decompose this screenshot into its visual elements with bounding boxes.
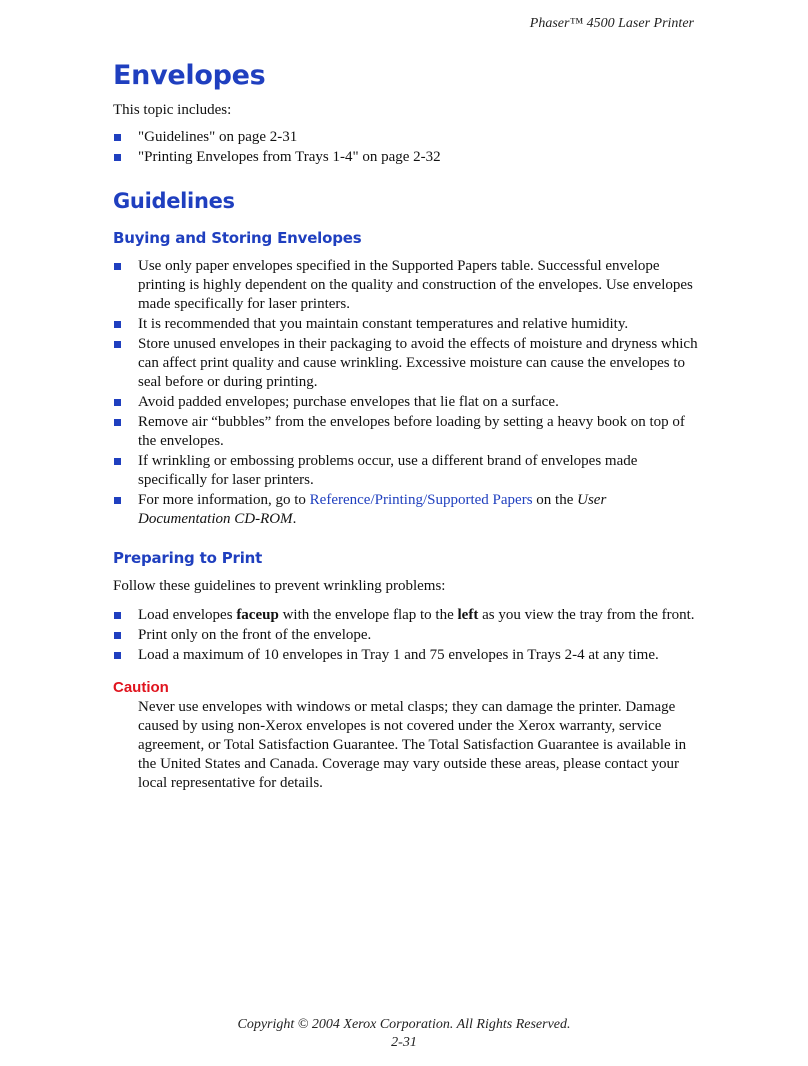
square-bullet-icon [114,632,121,639]
page-content [113,60,698,793]
running-header: Phaser™ 4500 Laser Printer [529,16,694,31]
list-item: Use only paper envelopes specified in the Supported Papers table. Successful envelope printing is highly dependent on the quality and construction of the envelopes. Use envelopes made specifically for laser printers. [113,257,698,314]
square-bullet-icon [114,612,121,619]
list-item: It is recommended that you maintain constant temperatures and relative humidity. [113,315,698,334]
page-number: 2-31 [391,1035,417,1050]
caution-label: Caution [113,679,169,696]
link-supported-papers[interactable]: Supported Papers [427,492,533,508]
square-bullet-icon [114,263,121,270]
topic-list-item[interactable]: "Guidelines" on page 2-31 [113,128,698,147]
list-item: Print only on the front of the envelope. [113,626,698,645]
topic-list [113,128,698,167]
link-reference[interactable]: Reference [309,492,371,508]
page-footer [0,1016,808,1052]
list-item: Avoid padded envelopes; purchase envelopes that lie flat on a surface. [113,393,698,412]
square-bullet-icon [114,154,121,161]
list-item: If wrinkling or embossing problems occur, use a different brand of envelopes made specifically for laser printers. [113,452,698,490]
square-bullet-icon [114,497,121,504]
section-heading-guidelines: Guidelines [113,189,235,213]
intro-text: This topic includes: [113,102,232,118]
caution-text: Never use envelopes with windows or metal clasps; they can damage the printer. Damage caused by using non-Xerox envelopes is not covered under the Xerox warranty, service agreement, or Total Satisfaction Guarantee. The Total Satisfaction Guarantee is available in the United States and Canada. Coverage may vary outside these areas, please contact your local representative for details. [138,699,687,791]
link-printing[interactable]: Printing [374,492,423,508]
copyright-text: Copyright © 2004 Xerox Corporation. All Rights Reserved. [237,1017,571,1032]
subsection-heading-preparing: Preparing to Print [113,549,263,567]
square-bullet-icon [114,321,121,328]
square-bullet-icon [114,419,121,426]
square-bullet-icon [114,399,121,406]
square-bullet-icon [114,458,121,465]
preparing-intro: Follow these guidelines to prevent wrinkling problems: [113,578,446,594]
square-bullet-icon [114,134,121,141]
more-info-item: For more information, go to Reference/Printing/Supported Papers on the User Documentation CD-ROM. [113,491,698,529]
list-item: Load a maximum of 10 envelopes in Tray 1 and 75 envelopes in Trays 2-4 at any time. [113,646,698,665]
square-bullet-icon [114,341,121,348]
subsection-heading-buying: Buying and Storing Envelopes [113,229,362,247]
buying-list [113,257,698,529]
topic-list-item[interactable]: "Printing Envelopes from Trays 1-4" on page 2-32 [113,148,698,167]
list-item: Load envelopes faceup with the envelope flap to the left as you view the tray from the front. [113,606,698,625]
doc-title: User Documentation CD-ROM [138,492,607,527]
preparing-list [113,606,698,665]
list-item: Remove air “bubbles” from the envelopes before loading by setting a heavy book on top of the envelopes. [113,413,698,451]
page-title: Envelopes [113,60,266,91]
square-bullet-icon [114,652,121,659]
list-item: Store unused envelopes in their packaging to avoid the effects of moisture and dryness which can affect print quality and cause wrinkling. Excessive moisture can cause the envelopes to seal before or during printing. [113,335,698,392]
